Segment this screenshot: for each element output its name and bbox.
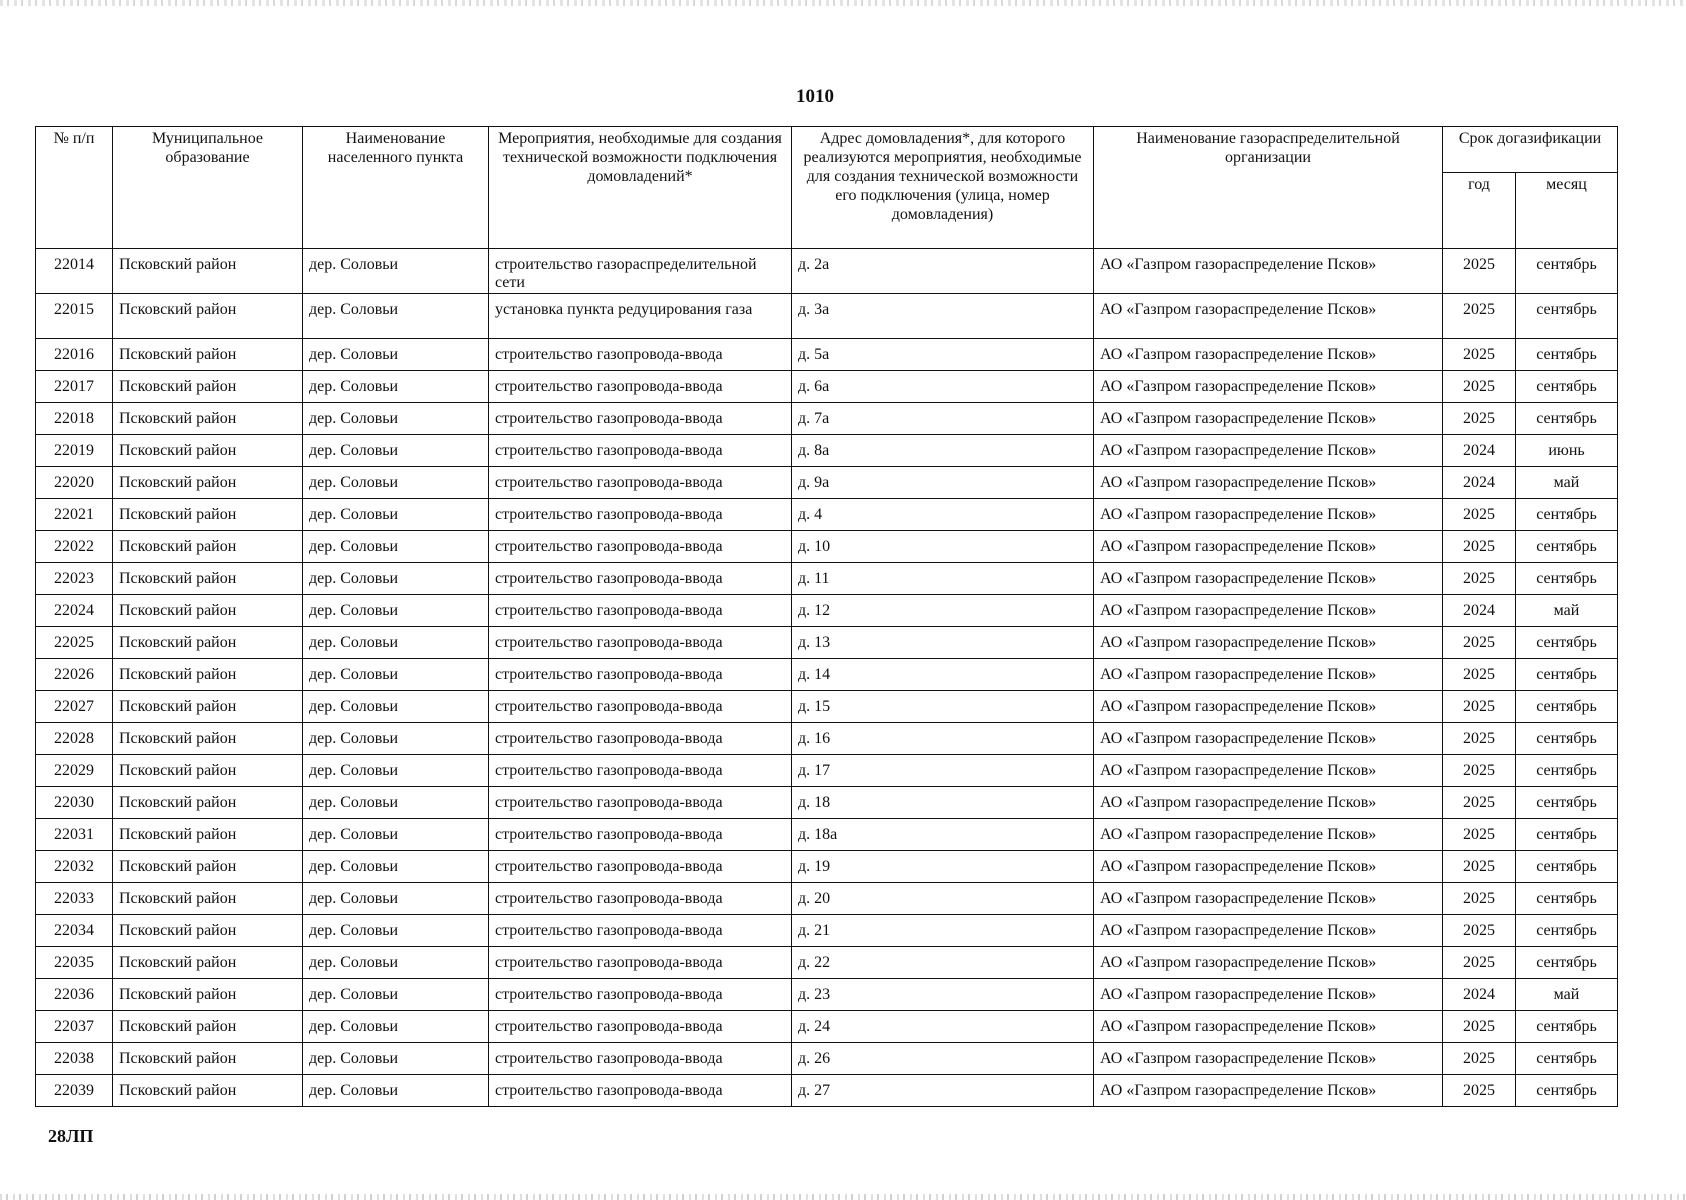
header-activity: Мероприятия, необходимые для создания технической возможности подключения домовладений* — [489, 127, 792, 249]
cell-organization: АО «Газпром газораспределение Псков» — [1094, 403, 1443, 435]
cell-organization: АО «Газпром газораспределение Псков» — [1094, 851, 1443, 883]
cell-activity: строительство газопровода-ввода — [489, 339, 792, 371]
cell-year: 2025 — [1443, 403, 1516, 435]
cell-activity: строительство газопровода-ввода — [489, 947, 792, 979]
table-row — [36, 883, 1618, 915]
cell-month: сентябрь — [1516, 1011, 1618, 1043]
table-row — [36, 1011, 1618, 1043]
cell-address: д. 3а — [792, 294, 1094, 339]
cell-num: 22036 — [36, 979, 113, 1011]
cell-organization: АО «Газпром газораспределение Псков» — [1094, 595, 1443, 627]
cell-num: 22039 — [36, 1075, 113, 1107]
cell-settlement: дер. Соловьи — [303, 819, 489, 851]
cell-year: 2024 — [1443, 979, 1516, 1011]
table-row — [36, 1043, 1618, 1075]
cell-month: сентябрь — [1516, 819, 1618, 851]
cell-address: д. 26 — [792, 1043, 1094, 1075]
cell-organization: АО «Газпром газораспределение Псков» — [1094, 1075, 1443, 1107]
cell-year: 2025 — [1443, 1043, 1516, 1075]
cell-month: сентябрь — [1516, 531, 1618, 563]
table-row — [36, 787, 1618, 819]
table-row — [36, 403, 1618, 435]
cell-settlement: дер. Соловьи — [303, 915, 489, 947]
cell-settlement: дер. Соловьи — [303, 1043, 489, 1075]
cell-municipality: Псковский район — [113, 467, 303, 499]
cell-month: сентябрь — [1516, 691, 1618, 723]
cell-month: сентябрь — [1516, 915, 1618, 947]
cell-municipality: Псковский район — [113, 499, 303, 531]
cell-activity: строительство газопровода-ввода — [489, 979, 792, 1011]
cell-month: сентябрь — [1516, 787, 1618, 819]
cell-address: д. 18а — [792, 819, 1094, 851]
cell-year: 2025 — [1443, 627, 1516, 659]
cell-year: 2025 — [1443, 723, 1516, 755]
cell-year: 2024 — [1443, 595, 1516, 627]
cell-year: 2025 — [1443, 851, 1516, 883]
cell-address: д. 19 — [792, 851, 1094, 883]
table-row — [36, 294, 1618, 339]
cell-year: 2025 — [1443, 531, 1516, 563]
cell-activity: строительство газопровода-ввода — [489, 851, 792, 883]
cell-organization: АО «Газпром газораспределение Псков» — [1094, 947, 1443, 979]
scan-edge-top — [0, 0, 1686, 6]
table-row — [36, 627, 1618, 659]
cell-organization: АО «Газпром газораспределение Псков» — [1094, 1011, 1443, 1043]
cell-activity: строительство газопровода-ввода — [489, 627, 792, 659]
cell-municipality: Псковский район — [113, 435, 303, 467]
cell-organization: АО «Газпром газораспределение Псков» — [1094, 723, 1443, 755]
cell-month: сентябрь — [1516, 249, 1618, 294]
cell-year: 2025 — [1443, 947, 1516, 979]
cell-settlement: дер. Соловьи — [303, 947, 489, 979]
cell-activity: строительство газопровода-ввода — [489, 1011, 792, 1043]
cell-month: сентябрь — [1516, 371, 1618, 403]
cell-municipality: Псковский район — [113, 947, 303, 979]
cell-organization: АО «Газпром газораспределение Псков» — [1094, 755, 1443, 787]
cell-activity: строительство газопровода-ввода — [489, 915, 792, 947]
cell-address: д. 2а — [792, 249, 1094, 294]
table-row — [36, 249, 1618, 294]
cell-month: сентябрь — [1516, 659, 1618, 691]
table-row — [36, 979, 1618, 1011]
cell-organization: АО «Газпром газораспределение Псков» — [1094, 339, 1443, 371]
cell-month: сентябрь — [1516, 294, 1618, 339]
cell-num: 22022 — [36, 531, 113, 563]
cell-year: 2025 — [1443, 755, 1516, 787]
table-row — [36, 435, 1618, 467]
cell-settlement: дер. Соловьи — [303, 563, 489, 595]
cell-year: 2025 — [1443, 1011, 1516, 1043]
cell-organization: АО «Газпром газораспределение Псков» — [1094, 915, 1443, 947]
header-num: № п/п — [36, 127, 113, 249]
cell-year: 2025 — [1443, 915, 1516, 947]
cell-address: д. 12 — [792, 595, 1094, 627]
cell-municipality: Псковский район — [113, 883, 303, 915]
cell-year: 2025 — [1443, 659, 1516, 691]
table-row — [36, 659, 1618, 691]
cell-month: сентябрь — [1516, 755, 1618, 787]
cell-address: д. 13 — [792, 627, 1094, 659]
cell-activity: строительство газопровода-ввода — [489, 819, 792, 851]
cell-address: д. 27 — [792, 1075, 1094, 1107]
cell-month: сентябрь — [1516, 563, 1618, 595]
cell-organization: АО «Газпром газораспределение Псков» — [1094, 249, 1443, 294]
cell-settlement: дер. Соловьи — [303, 294, 489, 339]
cell-year: 2024 — [1443, 435, 1516, 467]
table-row — [36, 723, 1618, 755]
cell-num: 22017 — [36, 371, 113, 403]
cell-year: 2025 — [1443, 339, 1516, 371]
cell-settlement: дер. Соловьи — [303, 249, 489, 294]
cell-activity: строительство газораспределительной сети — [489, 249, 792, 294]
cell-num: 22027 — [36, 691, 113, 723]
cell-month: сентябрь — [1516, 627, 1618, 659]
cell-settlement: дер. Соловьи — [303, 883, 489, 915]
cell-organization: АО «Газпром газораспределение Псков» — [1094, 979, 1443, 1011]
cell-num: 22030 — [36, 787, 113, 819]
header-year: год — [1443, 173, 1516, 249]
cell-organization: АО «Газпром газораспределение Псков» — [1094, 819, 1443, 851]
cell-month: сентябрь — [1516, 947, 1618, 979]
table-row — [36, 691, 1618, 723]
cell-address: д. 14 — [792, 659, 1094, 691]
cell-municipality: Псковский район — [113, 1011, 303, 1043]
cell-year: 2024 — [1443, 467, 1516, 499]
cell-settlement: дер. Соловьи — [303, 467, 489, 499]
cell-settlement: дер. Соловьи — [303, 403, 489, 435]
cell-settlement: дер. Соловьи — [303, 851, 489, 883]
cell-year: 2025 — [1443, 1075, 1516, 1107]
cell-municipality: Псковский район — [113, 851, 303, 883]
cell-organization: АО «Газпром газораспределение Псков» — [1094, 371, 1443, 403]
cell-municipality: Псковский район — [113, 755, 303, 787]
cell-num: 22019 — [36, 435, 113, 467]
cell-num: 22033 — [36, 883, 113, 915]
cell-municipality: Псковский район — [113, 563, 303, 595]
cell-activity: строительство газопровода-ввода — [489, 659, 792, 691]
cell-num: 22023 — [36, 563, 113, 595]
table-row — [36, 371, 1618, 403]
cell-organization: АО «Газпром газораспределение Псков» — [1094, 435, 1443, 467]
cell-num: 22015 — [36, 294, 113, 339]
cell-num: 22021 — [36, 499, 113, 531]
cell-num: 22029 — [36, 755, 113, 787]
cell-organization: АО «Газпром газораспределение Псков» — [1094, 627, 1443, 659]
cell-month: сентябрь — [1516, 1043, 1618, 1075]
cell-activity: строительство газопровода-ввода — [489, 1075, 792, 1107]
cell-settlement: дер. Соловьи — [303, 1075, 489, 1107]
table-body — [36, 249, 1618, 1107]
cell-settlement: дер. Соловьи — [303, 979, 489, 1011]
cell-municipality: Псковский район — [113, 723, 303, 755]
cell-municipality: Псковский район — [113, 294, 303, 339]
cell-municipality: Псковский район — [113, 915, 303, 947]
cell-address: д. 5а — [792, 339, 1094, 371]
cell-address: д. 4 — [792, 499, 1094, 531]
header-deadline: Срок догазификации — [1443, 127, 1618, 173]
cell-organization: АО «Газпром газораспределение Псков» — [1094, 294, 1443, 339]
cell-address: д. 17 — [792, 755, 1094, 787]
cell-month: сентябрь — [1516, 403, 1618, 435]
cell-activity: строительство газопровода-ввода — [489, 563, 792, 595]
cell-activity: строительство газопровода-ввода — [489, 403, 792, 435]
cell-address: д. 6а — [792, 371, 1094, 403]
cell-num: 22014 — [36, 249, 113, 294]
cell-month: сентябрь — [1516, 499, 1618, 531]
cell-organization: АО «Газпром газораспределение Псков» — [1094, 659, 1443, 691]
cell-year: 2025 — [1443, 294, 1516, 339]
cell-settlement: дер. Соловьи — [303, 755, 489, 787]
cell-num: 22020 — [36, 467, 113, 499]
scan-edge-bottom — [0, 1194, 1686, 1200]
cell-settlement: дер. Соловьи — [303, 531, 489, 563]
cell-municipality: Псковский район — [113, 531, 303, 563]
cell-municipality: Псковский район — [113, 249, 303, 294]
table-row — [36, 819, 1618, 851]
cell-activity: строительство газопровода-ввода — [489, 595, 792, 627]
cell-activity: строительство газопровода-ввода — [489, 723, 792, 755]
cell-organization: АО «Газпром газораспределение Псков» — [1094, 883, 1443, 915]
cell-year: 2025 — [1443, 371, 1516, 403]
cell-year: 2025 — [1443, 249, 1516, 294]
cell-activity: строительство газопровода-ввода — [489, 531, 792, 563]
footer-code: 28ЛП — [48, 1126, 94, 1146]
table-header — [36, 127, 1618, 249]
cell-organization: АО «Газпром газораспределение Псков» — [1094, 691, 1443, 723]
cell-address: д. 16 — [792, 723, 1094, 755]
cell-address: д. 15 — [792, 691, 1094, 723]
cell-address: д. 18 — [792, 787, 1094, 819]
cell-settlement: дер. Соловьи — [303, 1011, 489, 1043]
cell-month: сентябрь — [1516, 723, 1618, 755]
cell-organization: АО «Газпром газораспределение Псков» — [1094, 499, 1443, 531]
cell-month: сентябрь — [1516, 339, 1618, 371]
cell-month: июнь — [1516, 435, 1618, 467]
table-row — [36, 947, 1618, 979]
table-row — [36, 595, 1618, 627]
cell-month: май — [1516, 595, 1618, 627]
cell-activity: строительство газопровода-ввода — [489, 1043, 792, 1075]
cell-address: д. 9а — [792, 467, 1094, 499]
cell-municipality: Псковский район — [113, 787, 303, 819]
cell-municipality: Псковский район — [113, 819, 303, 851]
cell-activity: строительство газопровода-ввода — [489, 467, 792, 499]
table-row — [36, 467, 1618, 499]
cell-year: 2025 — [1443, 819, 1516, 851]
gasification-table — [35, 126, 1618, 1107]
header-municipality: Муниципальное образование — [113, 127, 303, 249]
cell-address: д. 23 — [792, 979, 1094, 1011]
cell-settlement: дер. Соловьи — [303, 595, 489, 627]
cell-num: 22018 — [36, 403, 113, 435]
cell-num: 22032 — [36, 851, 113, 883]
cell-activity: строительство газопровода-ввода — [489, 883, 792, 915]
cell-address: д. 22 — [792, 947, 1094, 979]
cell-address: д. 7а — [792, 403, 1094, 435]
cell-activity: строительство газопровода-ввода — [489, 787, 792, 819]
table-row — [36, 563, 1618, 595]
cell-activity: строительство газопровода-ввода — [489, 435, 792, 467]
cell-municipality: Псковский район — [113, 403, 303, 435]
cell-month: май — [1516, 979, 1618, 1011]
cell-settlement: дер. Соловьи — [303, 723, 489, 755]
cell-municipality: Псковский район — [113, 627, 303, 659]
cell-num: 22016 — [36, 339, 113, 371]
cell-organization: АО «Газпром газораспределение Псков» — [1094, 531, 1443, 563]
cell-settlement: дер. Соловьи — [303, 499, 489, 531]
table-row — [36, 1075, 1618, 1107]
cell-address: д. 21 — [792, 915, 1094, 947]
cell-num: 22035 — [36, 947, 113, 979]
cell-activity: строительство газопровода-ввода — [489, 755, 792, 787]
cell-num: 22024 — [36, 595, 113, 627]
cell-year: 2025 — [1443, 883, 1516, 915]
cell-num: 22031 — [36, 819, 113, 851]
cell-address: д. 11 — [792, 563, 1094, 595]
cell-address: д. 10 — [792, 531, 1094, 563]
header-organization: Наименование газораспределительной организации — [1094, 127, 1443, 249]
page-number: 1010 — [796, 86, 834, 107]
cell-municipality: Псковский район — [113, 979, 303, 1011]
cell-year: 2025 — [1443, 563, 1516, 595]
cell-organization: АО «Газпром газораспределение Псков» — [1094, 787, 1443, 819]
cell-num: 22034 — [36, 915, 113, 947]
cell-municipality: Псковский район — [113, 1043, 303, 1075]
table-row — [36, 851, 1618, 883]
cell-settlement: дер. Соловьи — [303, 627, 489, 659]
cell-num: 22025 — [36, 627, 113, 659]
cell-activity: строительство газопровода-ввода — [489, 371, 792, 403]
cell-address: д. 8а — [792, 435, 1094, 467]
cell-municipality: Псковский район — [113, 595, 303, 627]
cell-municipality: Псковский район — [113, 691, 303, 723]
cell-activity: установка пункта редуцирования газа — [489, 294, 792, 339]
cell-organization: АО «Газпром газораспределение Псков» — [1094, 467, 1443, 499]
cell-settlement: дер. Соловьи — [303, 787, 489, 819]
table-row — [36, 531, 1618, 563]
header-settlement: Наименование населенного пункта — [303, 127, 489, 249]
header-address: Адрес домовладения*, для которого реализуются мероприятия, необходимые для создания технической возможности его подключения (улица, номер домовладения) — [792, 127, 1094, 249]
cell-settlement: дер. Соловьи — [303, 659, 489, 691]
cell-municipality: Псковский район — [113, 339, 303, 371]
table-row — [36, 339, 1618, 371]
cell-num: 22028 — [36, 723, 113, 755]
cell-month: сентябрь — [1516, 851, 1618, 883]
cell-settlement: дер. Соловьи — [303, 371, 489, 403]
cell-activity: строительство газопровода-ввода — [489, 499, 792, 531]
cell-num: 22037 — [36, 1011, 113, 1043]
cell-municipality: Псковский район — [113, 1075, 303, 1107]
cell-settlement: дер. Соловьи — [303, 691, 489, 723]
cell-municipality: Псковский район — [113, 371, 303, 403]
header-month: месяц — [1516, 173, 1618, 249]
cell-month: сентябрь — [1516, 883, 1618, 915]
cell-municipality: Псковский район — [113, 659, 303, 691]
cell-year: 2025 — [1443, 499, 1516, 531]
cell-num: 22026 — [36, 659, 113, 691]
table-row — [36, 499, 1618, 531]
cell-organization: АО «Газпром газораспределение Псков» — [1094, 1043, 1443, 1075]
cell-num: 22038 — [36, 1043, 113, 1075]
cell-address: д. 20 — [792, 883, 1094, 915]
cell-settlement: дер. Соловьи — [303, 339, 489, 371]
table-row — [36, 755, 1618, 787]
cell-organization: АО «Газпром газораспределение Псков» — [1094, 563, 1443, 595]
table-row — [36, 915, 1618, 947]
cell-month: сентябрь — [1516, 1075, 1618, 1107]
cell-year: 2025 — [1443, 691, 1516, 723]
cell-activity: строительство газопровода-ввода — [489, 691, 792, 723]
cell-month: май — [1516, 467, 1618, 499]
cell-year: 2025 — [1443, 787, 1516, 819]
cell-settlement: дер. Соловьи — [303, 435, 489, 467]
cell-address: д. 24 — [792, 1011, 1094, 1043]
